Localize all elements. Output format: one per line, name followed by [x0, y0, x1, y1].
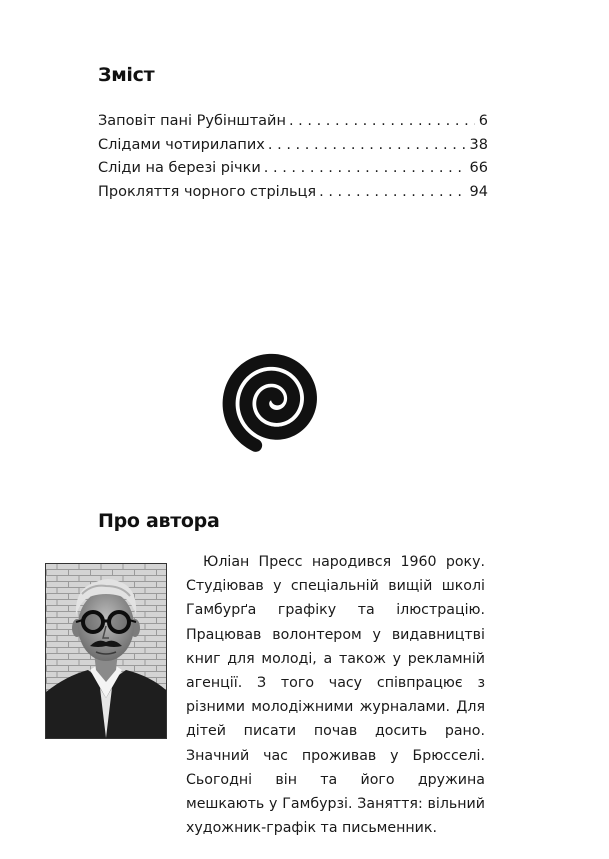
toc-dot-leader [268, 134, 466, 158]
toc-entry-page: 66 [469, 160, 488, 176]
toc-entry-page: 6 [478, 113, 488, 129]
author-bio: Юліан Пресс народився 1960 року. Студіював у спеціальній вищій школі Гамбурґа графіку та ілюстрацію. Працював волонтером у видавництві книг для молоді, а також у рекламній агенції. З того часу співпрацює з різними молодіжними журналами. Для дітей писати почав досить рано. Значний час проживав у Брюсселі. Сьогодні він та його дружина мешкають у Гамбурзі. Заняття: вільний художник-графік та письменник. [186, 554, 485, 837]
toc-entry [98, 157, 488, 181]
toc-entry-title: Заповіт пані Рубінштайн [98, 113, 286, 129]
about-author-heading: Про автора [98, 510, 220, 532]
toc-entry [98, 134, 488, 158]
toc-entry-page: 38 [469, 136, 488, 153]
table-of-contents [98, 110, 488, 204]
toc-entry [98, 110, 488, 134]
toc-dot-leader [319, 181, 465, 205]
toc-dot-leader [289, 110, 475, 134]
author-photo [45, 563, 167, 739]
toc-entry-title: Слідами чотирилапих [98, 136, 265, 153]
spiral-icon [218, 345, 332, 455]
toc-heading: Зміст [98, 64, 155, 86]
toc-entry-page: 94 [469, 183, 488, 200]
toc-entry-title: Сліди на березі річки [98, 160, 261, 176]
toc-dot-leader [264, 157, 466, 181]
toc-entry-title: Прокляття чорного стрільця [98, 183, 317, 200]
toc-entry [98, 181, 488, 205]
author-portrait [46, 564, 166, 738]
